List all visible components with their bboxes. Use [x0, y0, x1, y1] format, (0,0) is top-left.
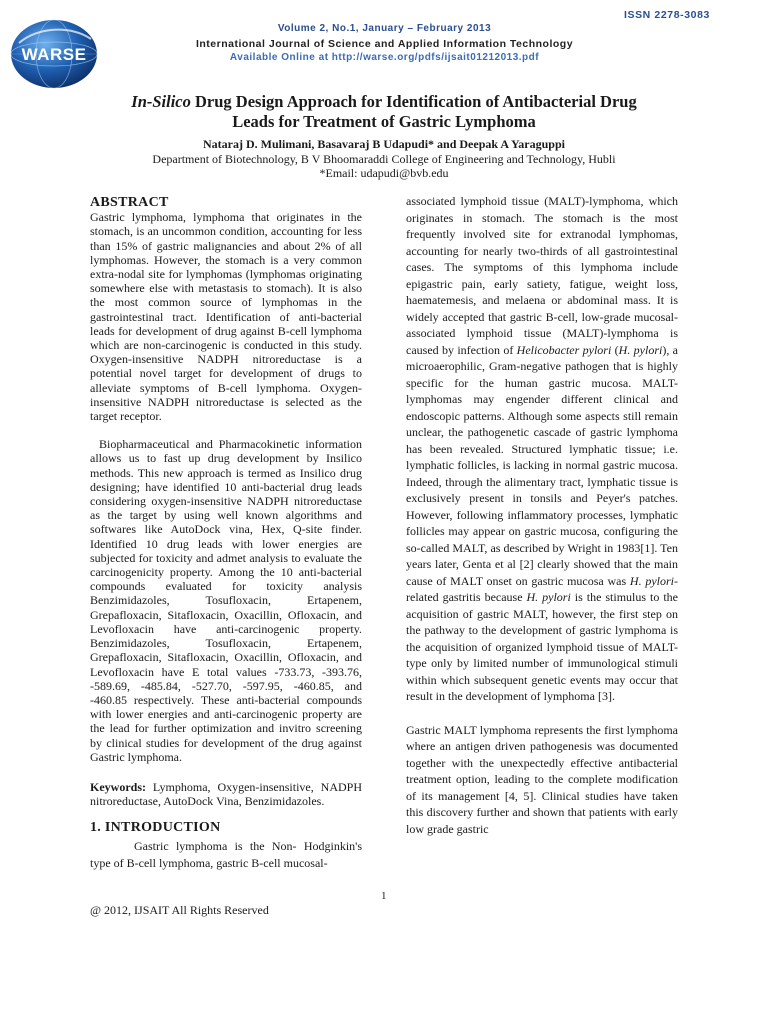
text-run: ( [611, 342, 619, 357]
italic-term: H. pylori [526, 590, 571, 604]
right-paragraph-1 [406, 193, 678, 705]
issn-number: ISSN 2278-3083 [623, 9, 710, 21]
page-number: 1 [381, 890, 387, 902]
text-run: ), a microaerophilic, Gram-negative pathogen that is highly specific for the human gastric mucosa. MALT-lymphomas may engender different clinical and endoscopic patterns. Although some aspects still remain unclear, the pathogenetic cascade of gastric lymphoma has been revealed. Structured lymphatic tissue; i.e. lymphatic follicles, is lacking in normal gastric mucosa. Indeed, through the alimentary tract, lymphatic tissue is exclusively present in tonsils and Peyer's patches. However, following inflammatory processes, lymphatic follicles may appear on gastric mucosa, configuring the so-called MALT, as described by Wright in 1983[1]. Ten years later, Genta et al [2] clearly showed that the main cause of MALT onset on gastric mucosa was [406, 342, 678, 588]
introduction-paragraph: Gastric lymphoma is the Non- Hodginkin's type of B-cell lymphoma, gastric B-cell mucosal- [90, 838, 362, 870]
affiliation: Department of Biotechnology, B V Bhoomaraddi College of Engineering and Technology, Hubli [152, 152, 616, 166]
keywords-label: Keywords: [90, 779, 146, 794]
abstract-paragraph-1: Gastric lymphoma, lymphoma that originates in the stomach, is an uncommon condition, accounting for less than 15% of gastric malignancies and about 2% of all lymphomas. However, the stomach is a very common extra-nodal site for lymphomas (lymphomas originating somewhere else with metastasis to stomach). It is also the most common source of lymphomas in the gastrointestinal tract. Identification of anti-bacterial leads for development of drug against B-cell lymphoma which are non-carcinogenic is conducted in this study. Oxygen-insensitive NADPH nitroreductase is a potential novel target for development of drugs to alleviate symptoms of B-cell lymphoma. Oxygen-insensitive NADPH nitroreductase is selected as the target receptor. [90, 210, 362, 424]
journal-volume: Volume 2, No.1, January – February 2013 [277, 23, 492, 34]
introduction-heading: 1. INTRODUCTION [90, 820, 221, 836]
abstract-heading: ABSTRACT [90, 195, 169, 210]
authors: Nataraj D. Mulimani, Basavaraj B Udapudi* and Deepak A Yaraguppi [203, 137, 565, 151]
journal-name: International Journal of Science and Applied Information Technology [195, 38, 574, 50]
text-run: -related gastritis because [406, 573, 678, 604]
italic-term: H. pylori [618, 342, 663, 357]
italic-term: Helicobacter pylori [516, 342, 612, 357]
keywords [90, 780, 362, 808]
title-italic: In-Silico [131, 92, 191, 111]
paper-title [40, 92, 728, 132]
italic-term: H. pylori [629, 573, 674, 588]
title-line1: Drug Design Approach for Identification of Antibacterial Drug [190, 92, 637, 111]
text-run: is the stimulus to the acquisition of gastric MALT, however, the first step on the pathway to the development of gastric lymphoma is the acquisition of organized lymphoid tissue of MALT-type only by limited number of immunological stimuli within which subsequent genetic events may occur that result in the development of lymphoma [3]. [406, 590, 678, 703]
right-column [406, 193, 678, 837]
abstract-paragraph-2: Biopharmaceutical and Pharmacokinetic information allows us to fast up drug development by Insilico methods. This new approach is termed as Insilico drug designing; have identified 10 anti-bacterial drug leads considering oxygen-insensitive NADPH nitroreductase as the target by using well known algorithms and softwares like AutoDock vina, Hex, Q-site finder. Identified 10 drug leads with lower energies are subjected for toxicity and admet analysis to evaluate the carcinogenicity property. Among the 10 anti-bacterial compounds evaluated for toxicity analysis Benzimidazoles, Tosufloxacin, Ertapenem, Grepafloxacin, Sitafloxacin, Oxacillin, Ofloxacin, and Levofloxacin have anti-carcinogenic property. Benzimidazoles, Tosufloxacin, Ertapenem, Grepafloxacin, Sitafloxacin, Oxacillin, Ofloxacin, and Levofloxacin have E total values -733.73, -393.76, -589.69, -485.84, -527.70, -597.95, -460.85, and -460.85 respectively. These anti-bacterial compounds with lower energies and anti-carcinogenic property are the lead for further optimization and invitro screening by clinical studies for development of the drug against Gastric lymphoma. [90, 437, 362, 764]
keywords-text: Lymphoma, Oxygen-insensitive, NADPH nitroreductase, AutoDock Vina, Benzimidazoles. [90, 779, 362, 809]
logo-text: WARSE [21, 45, 87, 64]
email: *Email: udapudi@bvb.edu [319, 166, 449, 180]
text-run: associated lymphoid tissue (MALT)-lymphoma, which originates in stomach. The stomach is the most frequently involved site for extranodal lymphomas, accounting for nearly two-thirds of all gastrointestinal cases. The symptoms of this lymphoma include epigastric pain, early satiety, fatigue, weight loss, haematemesis, and melaena or abdominal mass. It is widely accepted that gastric B-cell, low-grade mucosal-associated lymphoid tissue (MALT)-lymphoma is caused by infection of [406, 194, 678, 357]
title-line2: Leads for Treatment of Gastric Lymphoma [232, 112, 536, 131]
copyright: @ 2012, IJSAIT All Rights Reserved [90, 903, 269, 917]
left-column [90, 196, 362, 872]
warse-logo [7, 13, 101, 91]
globe-logo-icon [7, 13, 101, 91]
right-paragraph-2: Gastric MALT lymphoma represents the first lymphoma where an antigen driven pathogenesis was documented together with the unexpectedly effective antibacterial treatment option, leading to the complete modification of its management [4, 5]. Clinical studies have taken this discovery further and shown that patients with early low grade gastric [406, 722, 678, 836]
online-url[interactable]: Available Online at http://warse.org/pdfs/ijsait01212013.pdf [229, 52, 540, 63]
